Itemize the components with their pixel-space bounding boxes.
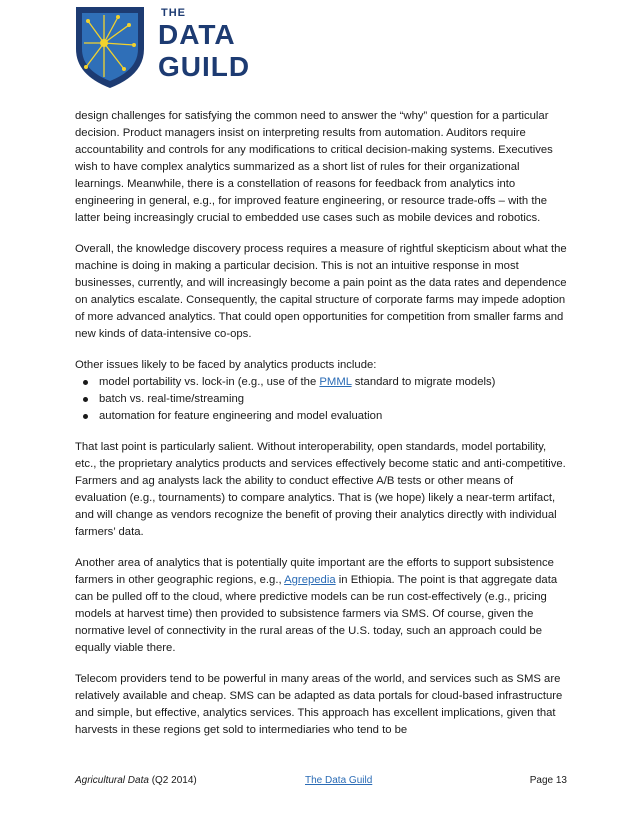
paragraph: Other issues likely to be faced by analytics products include: xyxy=(75,359,377,371)
paragraph: Overall, the knowledge discovery process requires a measure of rightful skepticism about what the machine is doing in making a particular decision. This is not an intuitive response in most businesses, currently, and will increasingly become a pain point as the data rates and dependence on analytics escalate. Consequently, the capital structure of corporate farms may impede adoption of more advanced analytics. That could open opportunities for competition from smaller farms and new kinds of data-intensive co-ops. xyxy=(75,243,567,340)
list-item: model portability vs. lock-in (e.g., use of the PMML standard to migrate models) xyxy=(99,374,567,391)
logo-the: THE xyxy=(161,7,186,19)
paragraph: Telecom providers tend to be powerful in many areas of the world, and services such as SMS are relatively available and cheap. SMS can be adapted as data portals for cloud-based infrastructure and simple, but effective, analytics services. This approach has excellent implications, given that harvests in these regions get sold to intermediaries who tend to be xyxy=(75,673,563,736)
shield-star-icon xyxy=(74,5,146,90)
bullet-icon xyxy=(83,414,88,419)
bullet-list xyxy=(75,374,567,425)
list-item: batch vs. real-time/streaming xyxy=(99,391,567,408)
document-body xyxy=(75,108,567,753)
logo-word-data: DATA xyxy=(158,19,236,50)
footer-guild-link[interactable]: The Data Guild xyxy=(305,775,373,786)
paragraph: design challenges for satisfying the common need to answer the “why” question for a particular decision. Product managers insist on interpreting results from automation. Auditors require accountability and controls for any modifications to critical decision-making systems. Executives wish to have complex analytics summarized as a short list of rules for their organizational learnings. Meanwhile, there is a constellation of reasons for feedback from analytics into engineering in general, e.g., for improved feature engineering, or resource trade-offs – with the latter being increasingly crucial to embedded use cases such as mobile devices and robotics. xyxy=(75,110,553,224)
page-footer xyxy=(75,775,567,789)
paragraph: Another area of analytics that is potentially quite important are the efforts to support subsistence farmers in other geographic regions, e.g., Agrepedia in Ethiopia. The point is that aggregate data can be pulled off to the cloud, where predictive models can be run cost-effectively (e.g., pricing models at harvest time) then provided to subsistence farmers via SMS. Of course, given the normative level of connectivity in the rural areas of the U.S. today, such an approach could be equally viable there. xyxy=(75,557,558,654)
bullet-icon xyxy=(83,397,88,402)
logo-word-guild: GUILD xyxy=(158,51,251,82)
list-item: automation for feature engineering and model evaluation xyxy=(99,408,567,425)
footer-doc-title: Agricultural Data (Q2 2014) xyxy=(75,775,197,786)
pmml-link[interactable]: PMML xyxy=(319,376,352,388)
logo xyxy=(74,5,264,90)
bullet-icon xyxy=(83,380,88,385)
agrepedia-link[interactable]: Agrepedia xyxy=(284,574,336,586)
paragraph: That last point is particularly salient. Without interoperability, open standards, model portability, etc., the proprietary analytics products and services effectively become static and anti-competitive. Farmers and ag analysts lack the ability to conduct effective A/B tests or other means of evaluation (e.g., tournaments) to compare analytics. That is (we hope) likely a near-term artifact, and will change as vendors recognize the benefit of proving their analytics directly with individual farmers’ data. xyxy=(75,441,566,538)
footer-page-number: Page 13 xyxy=(529,775,567,786)
